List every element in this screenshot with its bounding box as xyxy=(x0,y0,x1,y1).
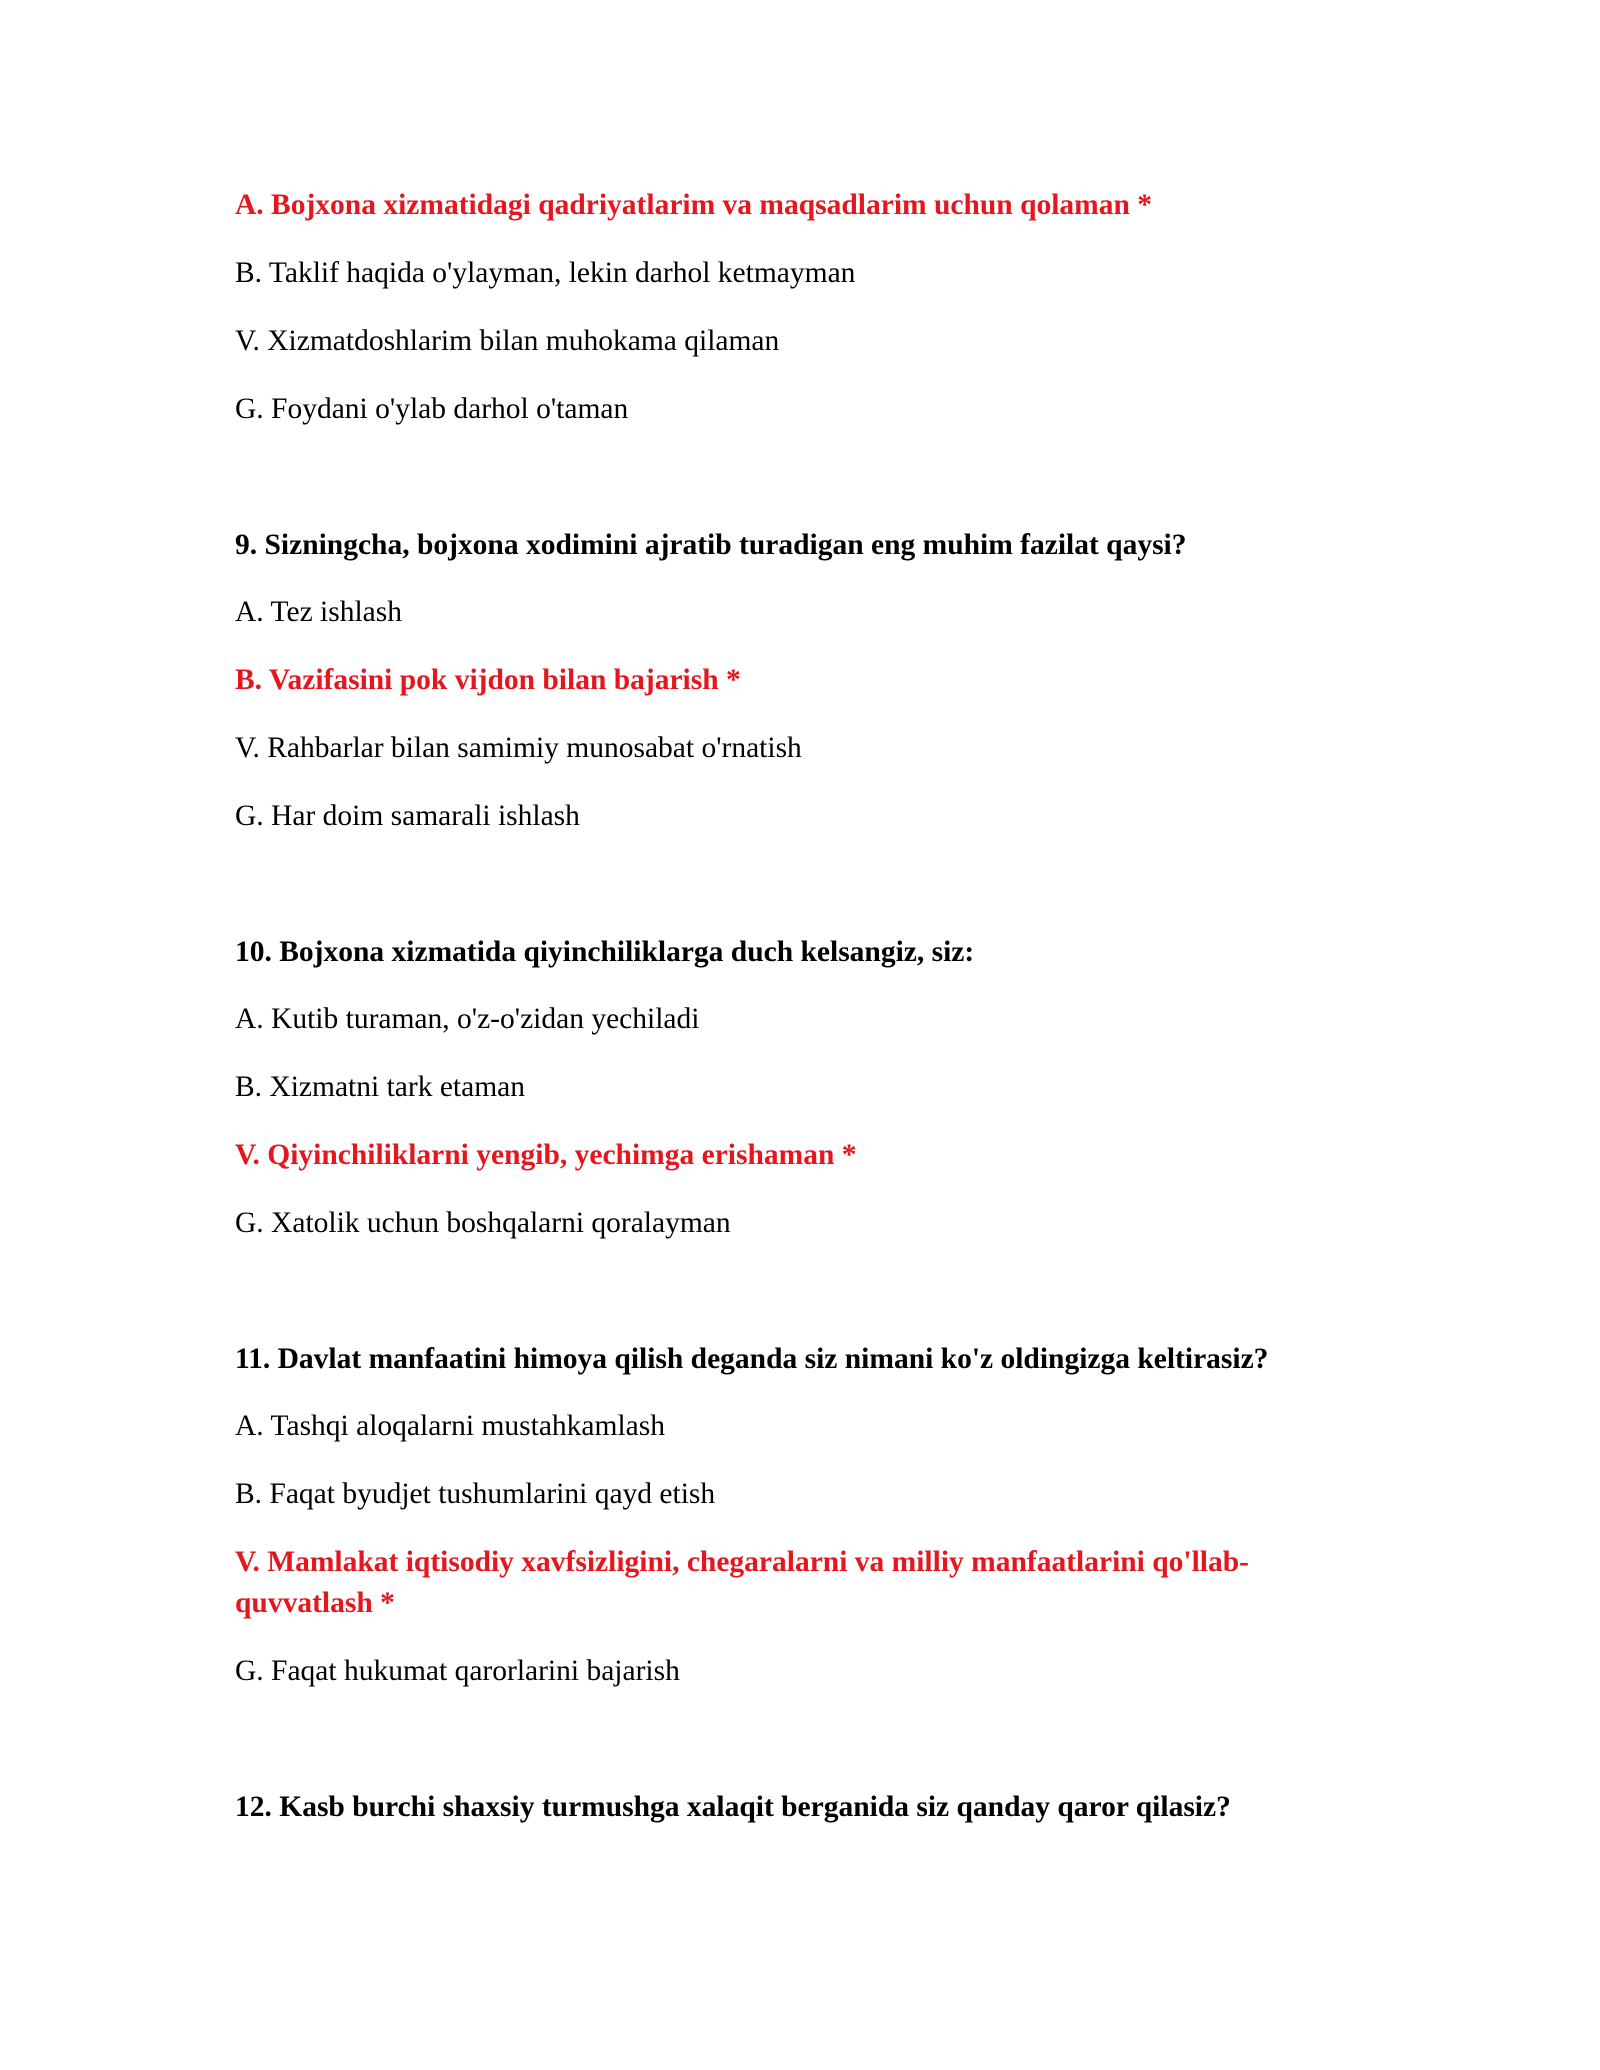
answer-option-v: V. Rahbarlar bilan samimiy munosabat o'rnatish xyxy=(235,732,802,764)
question-block-9 xyxy=(235,525,1355,837)
question-block-12 xyxy=(235,1787,1355,1828)
answer-option-a: A. Bojxona xizmatidagi qadriyatlarim va maqsadlarim uchun qolaman * xyxy=(235,189,1153,221)
question-title: 12. Kasb burchi shaxsiy turmushga xalaqit berganida siz qanday qaror qilasiz? xyxy=(235,1791,1231,1823)
answer-option-a: A. Tashqi aloqalarni mustahkamlash xyxy=(235,1410,665,1442)
quiz-content xyxy=(235,185,1355,1854)
answer-option-a: A. Kutib turaman, o'z-o'zidan yechiladi xyxy=(235,1003,700,1035)
question-block-10 xyxy=(235,932,1355,1244)
answer-option-b: B. Xizmatni tark etaman xyxy=(235,1071,525,1103)
answer-option-g: G. Faqat hukumat qarorlarini bajarish xyxy=(235,1655,680,1687)
question-title: 11. Davlat manfaatini himoya qilish deganda siz nimani ko'z oldingizga keltirasiz? xyxy=(235,1343,1269,1375)
question-title: 9. Sizningcha, bojxona xodimini ajratib turadigan eng muhim fazilat qaysi? xyxy=(235,529,1187,561)
answer-option-g: G. Xatolik uchun boshqalarni qoralayman xyxy=(235,1207,731,1239)
question-block-11 xyxy=(235,1339,1355,1692)
answer-option-g: G. Foydani o'ylab darhol o'taman xyxy=(235,393,629,425)
answer-option-v: V. Xizmatdoshlarim bilan muhokama qilaman xyxy=(235,325,780,357)
answer-option-b: B. Vazifasini pok vijdon bilan bajarish * xyxy=(235,664,741,696)
answer-option-g: G. Har doim samarali ishlash xyxy=(235,800,580,832)
answer-option-v: V. Mamlakat iqtisodiy xavfsizligini, chegaralarni va milliy manfaatlarini qo'llab-quvvatlash * xyxy=(235,1546,1249,1619)
question-title: 10. Bojxona xizmatida qiyinchiliklarga duch kelsangiz, siz: xyxy=(235,936,975,968)
answer-option-b: B. Taklif haqida o'ylayman, lekin darhol ketmayman xyxy=(235,257,856,289)
answer-option-a: A. Tez ishlash xyxy=(235,596,402,628)
answer-option-b: B. Faqat byudjet tushumlarini qayd etish xyxy=(235,1478,716,1510)
question-block-8 xyxy=(235,185,1355,430)
answer-option-v: V. Qiyinchiliklarni yengib, yechimga erishaman * xyxy=(235,1139,857,1171)
